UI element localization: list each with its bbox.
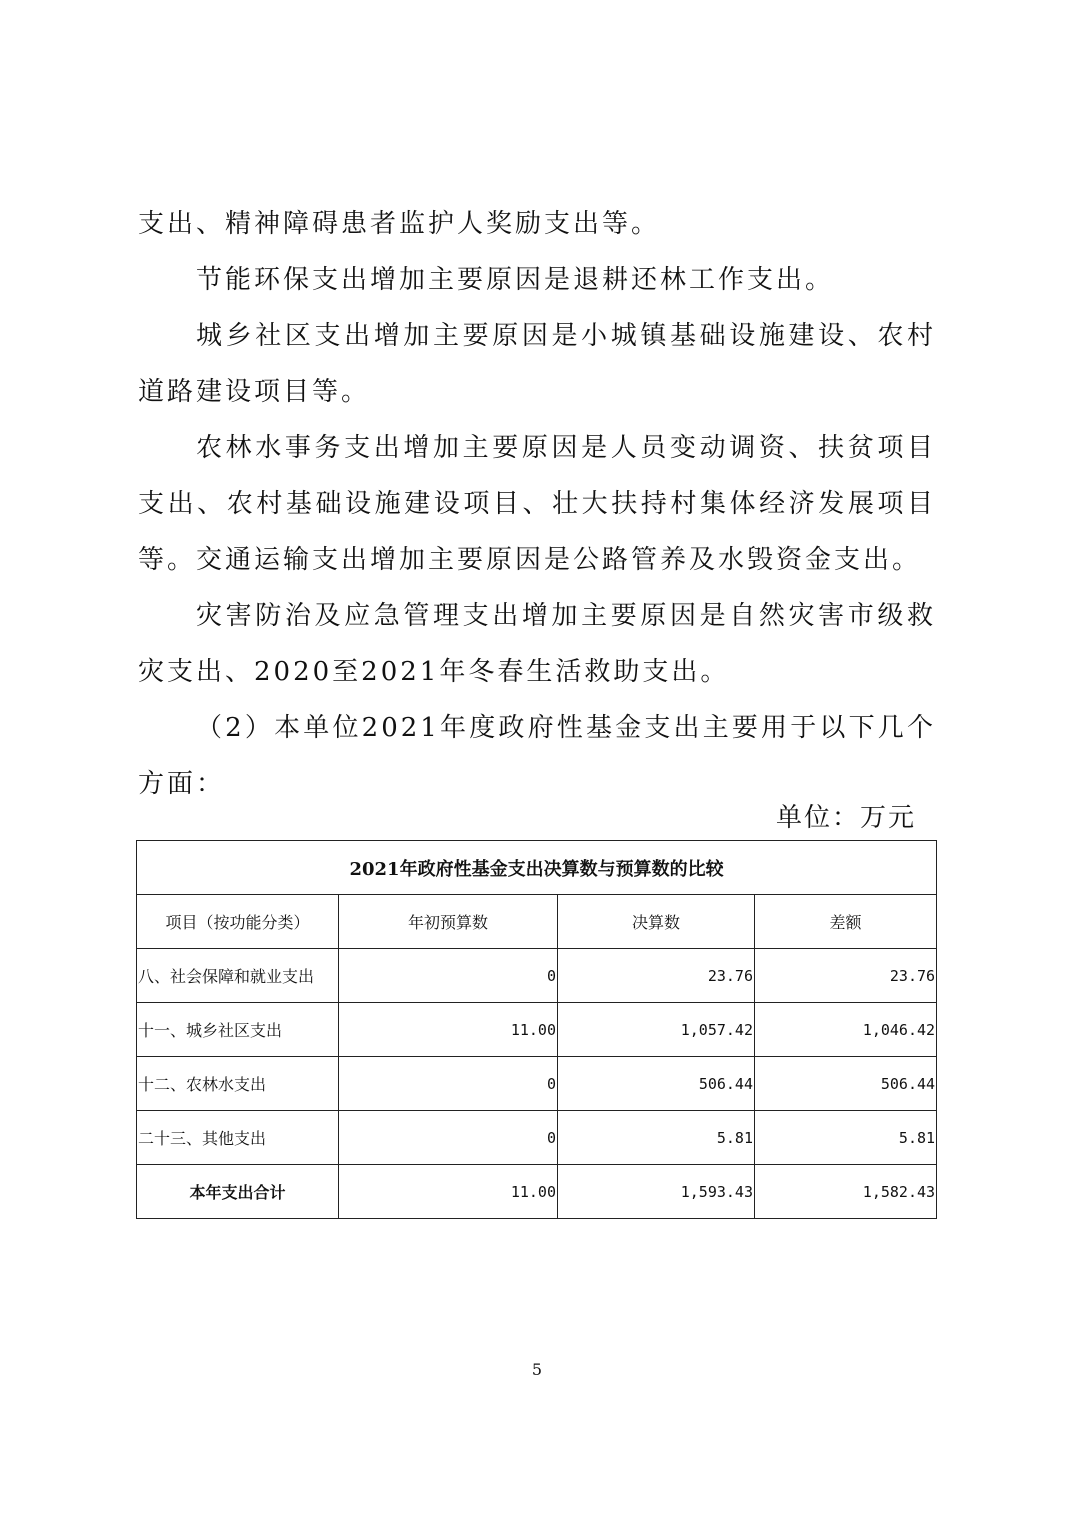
total-actual: 1,593.43 bbox=[558, 1165, 755, 1219]
row-name: 十二、农林水支出 bbox=[137, 1057, 339, 1111]
header-budget: 年初预算数 bbox=[339, 895, 558, 949]
total-name: 本年支出合计 bbox=[137, 1165, 339, 1219]
header-diff: 差额 bbox=[755, 895, 937, 949]
paragraph-7: （2）本单位2021年度政府性基金支出主要用于以下几个方面： bbox=[138, 713, 936, 799]
table-title: 2021年政府性基金支出决算数与预算数的比较 bbox=[137, 841, 937, 895]
row-diff: 506.44 bbox=[755, 1057, 937, 1111]
row-actual: 1,057.42 bbox=[558, 1003, 755, 1057]
fund-comparison-table bbox=[136, 840, 937, 1219]
row-actual: 506.44 bbox=[558, 1057, 755, 1111]
table-row bbox=[137, 949, 937, 1003]
total-budget: 11.00 bbox=[339, 1165, 558, 1219]
header-item: 项目（按功能分类） bbox=[137, 895, 339, 949]
paragraph-3: 城乡社区支出增加主要原因是小城镇基础设施建设、农村道路建设项目等。 bbox=[138, 321, 936, 407]
paragraph-1: 支出、精神障碍患者监护人奖励支出等。 bbox=[138, 209, 661, 239]
paragraph-2: 节能环保支出增加主要原因是退耕还林工作支出。 bbox=[196, 265, 835, 295]
paragraph-4: 农林水事务支出增加主要原因是人员变动调资、扶贫项目支出、农村基础设施建设项目、壮大扶持村集体经济发展项目等。 bbox=[138, 433, 936, 575]
row-diff: 1,046.42 bbox=[755, 1003, 937, 1057]
table-title-row bbox=[137, 841, 937, 895]
table-row bbox=[137, 1057, 937, 1111]
row-budget: 0 bbox=[339, 1111, 558, 1165]
row-budget: 0 bbox=[339, 949, 558, 1003]
paragraph-5: 交通运输支出增加主要原因是公路管养及水毁资金支出。 bbox=[196, 545, 922, 575]
row-name: 十一、城乡社区支出 bbox=[137, 1003, 339, 1057]
row-name: 二十三、其他支出 bbox=[137, 1111, 339, 1165]
table-row bbox=[137, 1111, 937, 1165]
row-name: 八、社会保障和就业支出 bbox=[137, 949, 339, 1003]
row-budget: 11.00 bbox=[339, 1003, 558, 1057]
table-total-row bbox=[137, 1165, 937, 1219]
header-actual: 决算数 bbox=[558, 895, 755, 949]
row-actual: 5.81 bbox=[558, 1111, 755, 1165]
table-header-row bbox=[137, 895, 937, 949]
page-number: 5 bbox=[531, 1360, 543, 1379]
row-actual: 23.76 bbox=[558, 949, 755, 1003]
row-diff: 5.81 bbox=[755, 1111, 937, 1165]
total-diff: 1,582.43 bbox=[755, 1165, 937, 1219]
unit-label: 单位：万元 bbox=[775, 803, 916, 833]
row-diff: 23.76 bbox=[755, 949, 937, 1003]
paragraph-6: 灾害防治及应急管理支出增加主要原因是自然灾害市级救灾支出、2020至2021年冬春生活救助支出。 bbox=[138, 601, 936, 687]
row-budget: 0 bbox=[339, 1057, 558, 1111]
table-row bbox=[137, 1003, 937, 1057]
